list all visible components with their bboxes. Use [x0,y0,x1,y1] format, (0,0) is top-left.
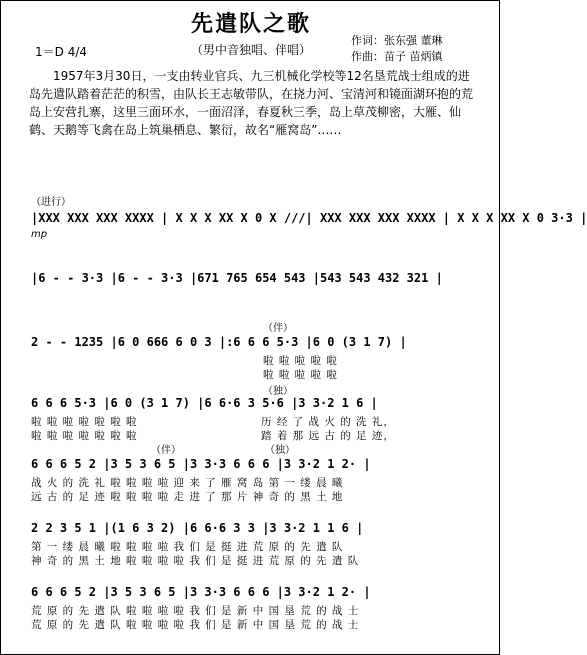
intro-paragraph: 1957年3月30日，一支由转业官兵、九三机械化学校等12名垦荒战士组成的进岛先遣队踏着茫茫的积雪，由队长王志敏带队，在挠力河、宝清河和镜面湖环抱的荒岛上安营扎寨，这里三面环水，一面沼泽，春夏秋三季，岛上草茂柳密，大雁、仙鹤、天鹅等飞禽在岛上筑巢栖息、繁衍，故名“雁窝岛”…… [29,69,474,137]
lyric-row-3a: 啦 啦 啦 啦 啦 [263,355,338,367]
score-row-6: 2 2 3 5 1 |(1 6 3 2) |6 6·6 3 3 |3 3·2 1 1 6 | [31,521,364,535]
lyric-row-6a: 第 一 缕 晨 曦 啦 啦 啦 啦 我 们 是 挺 进 荒 原 的 先 遣 队 [31,541,344,553]
song-title: 先遣队之歌 [190,12,311,37]
tempo-mark: （进行） [31,197,71,208]
dynamic-mark: mp [31,229,48,240]
solo-mark-2: （独） [265,445,295,456]
accompaniment-mark-2: （伴） [151,445,181,456]
lyric-row-4a: 啦 啦 啦 啦 啦 啦 啦 [31,416,138,428]
credits [351,33,443,65]
key-signature: 1＝D 4/4 [35,45,88,59]
solo-mark-1: （独） [263,386,293,397]
lyric-row-5b: 远 古 的 足 迹 啦 啦 啦 啦 走 进 了 那 片 神 奇 的 黑 土 地 [31,491,344,503]
score-row-2: |6 - - 3·3 |6 - - 3·3 |671 765 654 543 |543 543 432 321 | [31,271,443,285]
lyric-row-4d: 踏 着 那 远 古 的 足 迹， [261,430,395,442]
lyric-row-4b: 啦 啦 啦 啦 啦 啦 啦 [31,430,138,442]
lyric-row-3b: 啦 啦 啦 啦 啦 [263,369,338,381]
lyric-row-4c: 历 经 了 战 火 的 洗 礼， [261,416,395,428]
score-row-1: |XXX XXX XXX XXXX | X X X XX X 0 X ///| XXX XXX XXX XXXX | X X X XX X 0 3·3 | [31,211,587,225]
score-row-5: 6 6 6 5 2 |3 5 3 6 5 |3 3·3 6 6 6 |3 3·2 1 2· | [31,457,371,471]
lyric-row-6b: 神 奇 的 黑 土 地 啦 啦 啦 啦 我 们 是 挺 进 荒 原 的 先 遣 队 [31,555,360,567]
score-row-4: 6 6 6 5·3 |6 0 (3 1 7) |6 6·6 3 5·6 |3 3·2 1 6 | [31,396,378,410]
score-row-7: 6 6 6 5 2 |3 5 3 6 5 |3 3·3 6 6 6 |3 3·2 1 2· | [31,585,371,599]
lyricist-credit: 作词：张东强 董琳 [351,34,443,47]
score-row-3: 2 - - 1235 |6 0 666 6 0 3 |:6 6 6 5·3 |6 0 (3 1 7) | [31,335,407,349]
lyric-row-7b: 荒 原 的 先 遣 队 啦 啦 啦 啦 我 们 是 新 中 国 垦 荒 的 战 士 [31,619,360,631]
lyric-row-5a: 战 火 的 洗 礼 啦 啦 啦 啦 迎 来 了 雁 窝 岛 第 一 缕 晨 曦 [31,477,344,489]
composer-credit: 作曲：苗子 苗炳镇 [351,50,443,63]
accompaniment-mark-1: （伴） [263,323,293,334]
song-subtitle: （男中音独唱、伴唱） [190,43,311,57]
lyric-row-7a: 荒 原 的 先 遣 队 啦 啦 啦 啦 我 们 是 新 中 国 垦 荒 的 战 士 [31,605,360,617]
